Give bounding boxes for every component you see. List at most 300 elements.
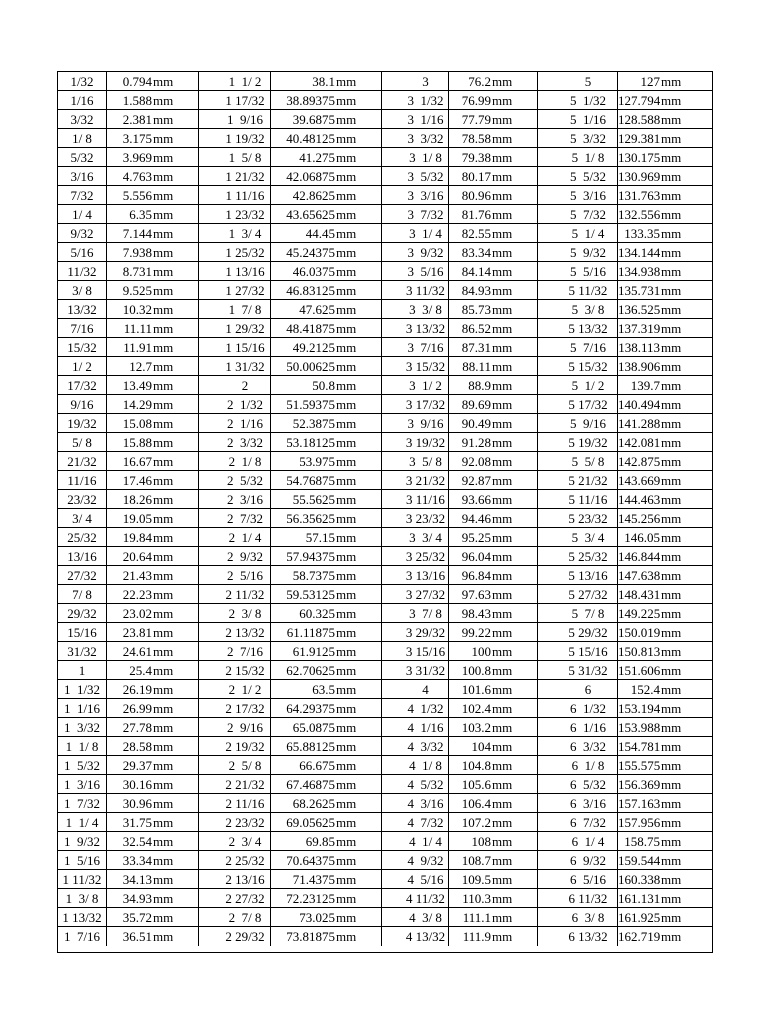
mm-value: 30.16 bbox=[106, 775, 152, 793]
mm-unit: mm bbox=[492, 568, 513, 583]
mm-value: 55.5625 bbox=[270, 490, 335, 508]
column-spacer bbox=[537, 433, 559, 451]
column-spacer bbox=[381, 243, 403, 261]
column-spacer bbox=[198, 737, 220, 755]
column-spacer bbox=[537, 186, 559, 204]
mm-value: 52.3875 bbox=[270, 414, 335, 432]
mm-unit: mm bbox=[153, 796, 174, 811]
mm-value: 95.25 bbox=[448, 528, 491, 546]
mm-value: 134.938 bbox=[618, 264, 660, 279]
mm-unit: mm bbox=[492, 378, 513, 393]
column-spacer bbox=[537, 832, 559, 850]
mm-value: 150.813 bbox=[618, 644, 660, 659]
inch-fraction: 2 1/ 8 bbox=[228, 454, 262, 469]
mm-value: 44.45 bbox=[270, 224, 335, 242]
mm-value: 5.556 bbox=[106, 186, 152, 204]
mm-unit: mm bbox=[661, 397, 682, 412]
column-spacer bbox=[381, 718, 403, 736]
mm-value: 62.70625 bbox=[270, 661, 335, 679]
table-row bbox=[58, 110, 712, 129]
mm-unit: mm bbox=[153, 663, 174, 678]
mm-unit: mm bbox=[153, 359, 174, 374]
column-spacer bbox=[537, 775, 559, 793]
column-spacer bbox=[198, 91, 220, 109]
mm-value: 100.8 bbox=[448, 661, 491, 679]
mm-value: 22.23 bbox=[106, 585, 152, 603]
table-row bbox=[58, 585, 712, 604]
inch-fraction: 2 25/32 bbox=[225, 853, 265, 868]
mm-unit: mm bbox=[336, 264, 357, 279]
mm-value: 45.24375 bbox=[270, 243, 335, 261]
mm-value: 100 bbox=[448, 642, 491, 660]
mm-value: 73.81875 bbox=[270, 927, 335, 946]
table-row bbox=[58, 300, 712, 319]
column-spacer bbox=[537, 794, 559, 812]
column-spacer bbox=[381, 319, 403, 337]
inch-fraction: 4 3/32 bbox=[407, 739, 444, 754]
mm-value: 147.638 bbox=[618, 568, 660, 583]
mm-value: 14.29 bbox=[106, 395, 152, 413]
mm-unit: mm bbox=[153, 853, 174, 868]
mm-unit: mm bbox=[153, 739, 174, 754]
mm-unit: mm bbox=[492, 245, 513, 260]
mm-value: 3.969 bbox=[106, 148, 152, 166]
column-spacer bbox=[537, 718, 559, 736]
table-row bbox=[58, 775, 712, 794]
table-row bbox=[58, 547, 712, 566]
table-row bbox=[58, 908, 712, 927]
column-spacer bbox=[381, 395, 403, 413]
column-spacer bbox=[198, 528, 220, 546]
column-spacer bbox=[198, 832, 220, 850]
mm-value: 154.781 bbox=[618, 739, 660, 754]
mm-unit: mm bbox=[336, 397, 357, 412]
mm-value: 57.15 bbox=[270, 528, 335, 546]
mm-value: 97.63 bbox=[448, 585, 491, 603]
inch-fraction: 6 3/ 8 bbox=[571, 910, 605, 925]
mm-unit: mm bbox=[492, 758, 513, 773]
inch-fraction: 3 19/32 bbox=[405, 435, 446, 450]
mm-value: 66.675 bbox=[270, 756, 335, 774]
mm-unit: mm bbox=[153, 530, 174, 545]
mm-unit: mm bbox=[153, 340, 174, 355]
inch-fraction: 5/16 bbox=[70, 245, 94, 260]
mm-value: 94.46 bbox=[448, 509, 491, 527]
mm-value: 111.9 bbox=[448, 927, 491, 946]
inch-fraction: 1 bbox=[78, 663, 86, 678]
mm-unit: mm bbox=[492, 549, 513, 564]
column-spacer bbox=[537, 509, 559, 527]
inch-fraction: 3 1/ 4 bbox=[409, 226, 442, 241]
mm-value: 53.975 bbox=[270, 452, 335, 470]
inch-fraction: 5 11/32 bbox=[568, 283, 608, 298]
inch-fraction: 2 17/32 bbox=[225, 701, 265, 716]
column-spacer bbox=[381, 623, 403, 641]
column-spacer bbox=[537, 338, 559, 356]
mm-unit: mm bbox=[153, 169, 174, 184]
mm-unit: mm bbox=[153, 549, 174, 564]
column-spacer bbox=[198, 72, 220, 90]
mm-value: 132.556 bbox=[618, 207, 660, 222]
mm-unit: mm bbox=[336, 568, 357, 583]
mm-unit: mm bbox=[661, 606, 682, 621]
inch-fraction: 3/ 8 bbox=[72, 283, 92, 298]
mm-unit: mm bbox=[336, 815, 357, 830]
mm-unit: mm bbox=[153, 207, 174, 222]
mm-value: 83.34 bbox=[448, 243, 491, 261]
mm-unit: mm bbox=[661, 112, 682, 127]
column-spacer bbox=[381, 110, 403, 128]
inch-fraction: 5 3/32 bbox=[569, 131, 607, 146]
mm-unit: mm bbox=[492, 796, 513, 811]
inch-fraction: 6 3/16 bbox=[569, 796, 607, 811]
table-row bbox=[58, 851, 712, 870]
mm-unit: mm bbox=[336, 834, 357, 849]
column-spacer bbox=[537, 300, 559, 318]
column-spacer bbox=[198, 756, 220, 774]
mm-value: 35.72 bbox=[106, 908, 152, 926]
inch-fraction: 13/32 bbox=[67, 302, 97, 317]
column-spacer bbox=[198, 775, 220, 793]
mm-value: 19.05 bbox=[106, 509, 152, 527]
mm-value: 105.6 bbox=[448, 775, 491, 793]
inch-fraction: 5 13/16 bbox=[568, 568, 608, 583]
inch-fraction: 1 1/ 8 bbox=[65, 739, 99, 754]
mm-value: 16.67 bbox=[106, 452, 152, 470]
column-spacer bbox=[198, 205, 220, 223]
mm-value: 104.8 bbox=[448, 756, 491, 774]
column-spacer bbox=[198, 566, 220, 584]
mm-value: 51.59375 bbox=[270, 395, 335, 413]
inch-fraction: 21/32 bbox=[67, 454, 97, 469]
mm-unit: mm bbox=[153, 435, 174, 450]
mm-value: 63.5 bbox=[270, 680, 335, 698]
mm-unit: mm bbox=[153, 131, 174, 146]
column-spacer bbox=[381, 908, 403, 926]
mm-unit: mm bbox=[661, 302, 682, 317]
mm-value: 138.906 bbox=[618, 359, 660, 374]
mm-unit: mm bbox=[661, 435, 682, 450]
table-row bbox=[58, 813, 712, 832]
mm-unit: mm bbox=[492, 530, 513, 545]
mm-value: 54.76875 bbox=[270, 471, 335, 489]
inch-fraction: 2 1/ 4 bbox=[228, 530, 262, 545]
mm-value: 128.588 bbox=[618, 112, 660, 127]
mm-value: 41.275 bbox=[270, 148, 335, 166]
column-spacer bbox=[381, 91, 403, 109]
table-row bbox=[58, 129, 712, 148]
mm-unit: mm bbox=[153, 625, 174, 640]
column-spacer bbox=[381, 300, 403, 318]
inch-fraction: 5 7/16 bbox=[569, 340, 607, 355]
column-spacer bbox=[381, 205, 403, 223]
inch-fraction: 6 3/32 bbox=[569, 739, 607, 754]
inch-fraction: 3 9/16 bbox=[407, 416, 444, 431]
mm-value: 130.969 bbox=[618, 169, 660, 184]
mm-value: 142.875 bbox=[618, 454, 660, 469]
column-spacer bbox=[537, 224, 559, 242]
mm-unit: mm bbox=[661, 701, 682, 716]
column-spacer bbox=[198, 281, 220, 299]
inch-fraction: 5 25/32 bbox=[568, 549, 608, 564]
column-spacer bbox=[381, 262, 403, 280]
mm-unit: mm bbox=[153, 511, 174, 526]
mm-value: 15.88 bbox=[106, 433, 152, 451]
table-row bbox=[58, 357, 712, 376]
table-row bbox=[58, 205, 712, 224]
inch-fraction: 2 5/ 8 bbox=[228, 758, 262, 773]
mm-unit: mm bbox=[661, 74, 682, 89]
inch-fraction: 6 1/32 bbox=[569, 701, 607, 716]
table-row bbox=[58, 186, 712, 205]
mm-value: 152.4 bbox=[617, 680, 660, 698]
inch-fraction: 4 1/16 bbox=[407, 720, 444, 735]
inch-fraction: 5 bbox=[584, 74, 592, 89]
mm-value: 7.144 bbox=[106, 224, 152, 242]
mm-value: 46.0375 bbox=[270, 262, 335, 280]
inch-fraction: 7/16 bbox=[70, 321, 94, 336]
inch-fraction: 3 9/32 bbox=[407, 245, 444, 260]
mm-unit: mm bbox=[336, 853, 357, 868]
inch-fraction: 1 31/32 bbox=[225, 359, 265, 374]
inch-fraction: 1 7/32 bbox=[63, 796, 101, 811]
mm-value: 82.55 bbox=[448, 224, 491, 242]
mm-value: 49.2125 bbox=[270, 338, 335, 356]
mm-value: 76.99 bbox=[448, 91, 491, 109]
table-row bbox=[58, 72, 712, 91]
table-row bbox=[58, 452, 712, 471]
mm-unit: mm bbox=[492, 720, 513, 735]
mm-value: 99.22 bbox=[448, 623, 491, 641]
mm-unit: mm bbox=[661, 720, 682, 735]
table-row bbox=[58, 604, 712, 623]
mm-value: 135.731 bbox=[618, 283, 660, 298]
inch-fraction: 1 15/16 bbox=[225, 340, 265, 355]
mm-value: 65.0875 bbox=[270, 718, 335, 736]
inch-fraction: 1 25/32 bbox=[225, 245, 265, 260]
mm-unit: mm bbox=[492, 492, 513, 507]
column-spacer bbox=[381, 927, 403, 946]
column-spacer bbox=[198, 718, 220, 736]
inch-fraction: 3/16 bbox=[70, 169, 94, 184]
inch-fraction: 3 1/16 bbox=[407, 112, 444, 127]
mm-value: 31.75 bbox=[106, 813, 152, 831]
table-row bbox=[58, 528, 712, 547]
inch-fraction: 3 3/ 8 bbox=[409, 302, 442, 317]
mm-unit: mm bbox=[492, 853, 513, 868]
column-spacer bbox=[537, 870, 559, 888]
inch-fraction: 3 3/ 4 bbox=[409, 530, 442, 545]
mm-value: 153.988 bbox=[618, 720, 660, 735]
mm-unit: mm bbox=[661, 245, 682, 260]
column-spacer bbox=[198, 908, 220, 926]
column-spacer bbox=[198, 186, 220, 204]
mm-unit: mm bbox=[336, 340, 357, 355]
table-row bbox=[58, 718, 712, 737]
inch-fraction: 1 7/ 8 bbox=[228, 302, 262, 317]
mm-unit: mm bbox=[661, 663, 682, 678]
column-spacer bbox=[537, 699, 559, 717]
column-spacer bbox=[537, 889, 559, 907]
mm-value: 40.48125 bbox=[270, 129, 335, 147]
inch-fraction: 9/16 bbox=[70, 397, 94, 412]
mm-value: 145.256 bbox=[618, 511, 660, 526]
mm-value: 70.64375 bbox=[270, 851, 335, 869]
mm-unit: mm bbox=[153, 587, 174, 602]
inch-to-mm-conversion-table bbox=[57, 71, 713, 953]
mm-value: 64.29375 bbox=[270, 699, 335, 717]
column-spacer bbox=[537, 927, 559, 946]
mm-value: 30.96 bbox=[106, 794, 152, 812]
column-spacer bbox=[537, 110, 559, 128]
mm-unit: mm bbox=[336, 112, 357, 127]
inch-fraction: 5 1/ 8 bbox=[571, 150, 605, 165]
mm-unit: mm bbox=[661, 207, 682, 222]
mm-value: 157.956 bbox=[618, 815, 660, 830]
mm-value: 160.338 bbox=[618, 872, 660, 887]
column-spacer bbox=[381, 72, 403, 90]
table-row bbox=[58, 319, 712, 338]
inch-fraction: 1 3/ 8 bbox=[65, 891, 99, 906]
mm-unit: mm bbox=[492, 587, 513, 602]
mm-unit: mm bbox=[153, 815, 174, 830]
mm-value: 42.06875 bbox=[270, 167, 335, 185]
column-spacer bbox=[198, 167, 220, 185]
mm-value: 32.54 bbox=[106, 832, 152, 850]
inch-fraction: 2 1/32 bbox=[226, 397, 264, 412]
inch-fraction: 23/32 bbox=[67, 492, 97, 507]
mm-value: 36.51 bbox=[106, 927, 152, 946]
mm-value: 146.844 bbox=[618, 549, 660, 564]
mm-value: 127.794 bbox=[618, 93, 660, 108]
mm-value: 21.43 bbox=[106, 566, 152, 584]
mm-unit: mm bbox=[153, 891, 174, 906]
mm-value: 142.081 bbox=[618, 435, 660, 450]
column-spacer bbox=[381, 699, 403, 717]
mm-unit: mm bbox=[336, 739, 357, 754]
mm-unit: mm bbox=[153, 378, 174, 393]
inch-fraction: 5/32 bbox=[70, 150, 94, 165]
mm-unit: mm bbox=[492, 777, 513, 792]
mm-unit: mm bbox=[153, 929, 174, 944]
column-spacer bbox=[537, 148, 559, 166]
mm-value: 77.79 bbox=[448, 110, 491, 128]
mm-unit: mm bbox=[661, 929, 682, 944]
table-row bbox=[58, 699, 712, 718]
inch-fraction: 1 3/16 bbox=[63, 777, 101, 792]
column-spacer bbox=[198, 547, 220, 565]
column-spacer bbox=[381, 775, 403, 793]
inch-fraction: 2 13/32 bbox=[225, 625, 265, 640]
mm-value: 151.606 bbox=[618, 663, 660, 678]
column-spacer bbox=[381, 566, 403, 584]
table-row bbox=[58, 889, 712, 908]
column-spacer bbox=[198, 452, 220, 470]
inch-fraction: 3 3/32 bbox=[407, 131, 444, 146]
mm-unit: mm bbox=[661, 739, 682, 754]
mm-value: 27.78 bbox=[106, 718, 152, 736]
column-spacer bbox=[381, 870, 403, 888]
inch-fraction: 1 23/32 bbox=[225, 207, 265, 222]
column-spacer bbox=[537, 490, 559, 508]
inch-fraction: 3 13/16 bbox=[405, 568, 446, 583]
mm-value: 20.64 bbox=[106, 547, 152, 565]
mm-unit: mm bbox=[661, 492, 682, 507]
mm-value: 50.00625 bbox=[270, 357, 335, 375]
column-spacer bbox=[381, 528, 403, 546]
mm-unit: mm bbox=[492, 359, 513, 374]
mm-unit: mm bbox=[336, 511, 357, 526]
table-row bbox=[58, 224, 712, 243]
column-spacer bbox=[381, 167, 403, 185]
mm-unit: mm bbox=[661, 226, 682, 241]
mm-unit: mm bbox=[492, 644, 513, 659]
mm-value: 96.04 bbox=[448, 547, 491, 565]
mm-unit: mm bbox=[492, 188, 513, 203]
inch-fraction: 1 13/16 bbox=[225, 264, 265, 279]
table-row bbox=[58, 262, 712, 281]
table-row bbox=[58, 642, 712, 661]
mm-unit: mm bbox=[336, 891, 357, 906]
mm-value: 87.31 bbox=[448, 338, 491, 356]
inch-fraction: 4 7/32 bbox=[407, 815, 444, 830]
table-row bbox=[58, 91, 712, 110]
mm-unit: mm bbox=[492, 150, 513, 165]
inch-fraction: 3 5/ 8 bbox=[409, 454, 442, 469]
inch-fraction: 3/ 4 bbox=[72, 511, 92, 526]
inch-fraction: 5 1/ 2 bbox=[571, 378, 605, 393]
column-spacer bbox=[198, 395, 220, 413]
mm-value: 153.194 bbox=[618, 701, 660, 716]
table-row bbox=[58, 832, 712, 851]
inch-fraction: 29/32 bbox=[67, 606, 97, 621]
column-spacer bbox=[381, 490, 403, 508]
table-row bbox=[58, 281, 712, 300]
column-spacer bbox=[537, 471, 559, 489]
inch-fraction: 5 19/32 bbox=[568, 435, 608, 450]
column-spacer bbox=[381, 642, 403, 660]
inch-fraction: 3 25/32 bbox=[405, 549, 446, 564]
mm-value: 42.8625 bbox=[270, 186, 335, 204]
mm-unit: mm bbox=[153, 568, 174, 583]
inch-fraction: 3 15/32 bbox=[405, 359, 446, 374]
mm-unit: mm bbox=[661, 815, 682, 830]
mm-value: 136.525 bbox=[618, 302, 660, 317]
inch-fraction: 3 1/ 8 bbox=[409, 150, 442, 165]
mm-unit: mm bbox=[492, 226, 513, 241]
mm-value: 29.37 bbox=[106, 756, 152, 774]
inch-fraction: 9/32 bbox=[70, 226, 94, 241]
mm-value: 11.91 bbox=[106, 338, 152, 356]
mm-unit: mm bbox=[492, 739, 513, 754]
column-spacer bbox=[381, 547, 403, 565]
column-spacer bbox=[381, 604, 403, 622]
mm-value: 4.763 bbox=[106, 167, 152, 185]
mm-value: 26.19 bbox=[106, 680, 152, 698]
column-spacer bbox=[381, 357, 403, 375]
inch-fraction: 1 1/32 bbox=[63, 682, 101, 697]
column-spacer bbox=[198, 110, 220, 128]
inch-fraction: 3 1/32 bbox=[407, 93, 444, 108]
mm-value: 57.94375 bbox=[270, 547, 335, 565]
mm-value: 157.163 bbox=[618, 796, 660, 811]
table-row bbox=[58, 566, 712, 585]
inch-fraction: 6 13/32 bbox=[568, 929, 608, 944]
mm-value: 8.731 bbox=[106, 262, 152, 280]
mm-unit: mm bbox=[492, 473, 513, 488]
mm-value: 108.7 bbox=[448, 851, 491, 869]
inch-fraction: 1 1/16 bbox=[63, 701, 101, 716]
